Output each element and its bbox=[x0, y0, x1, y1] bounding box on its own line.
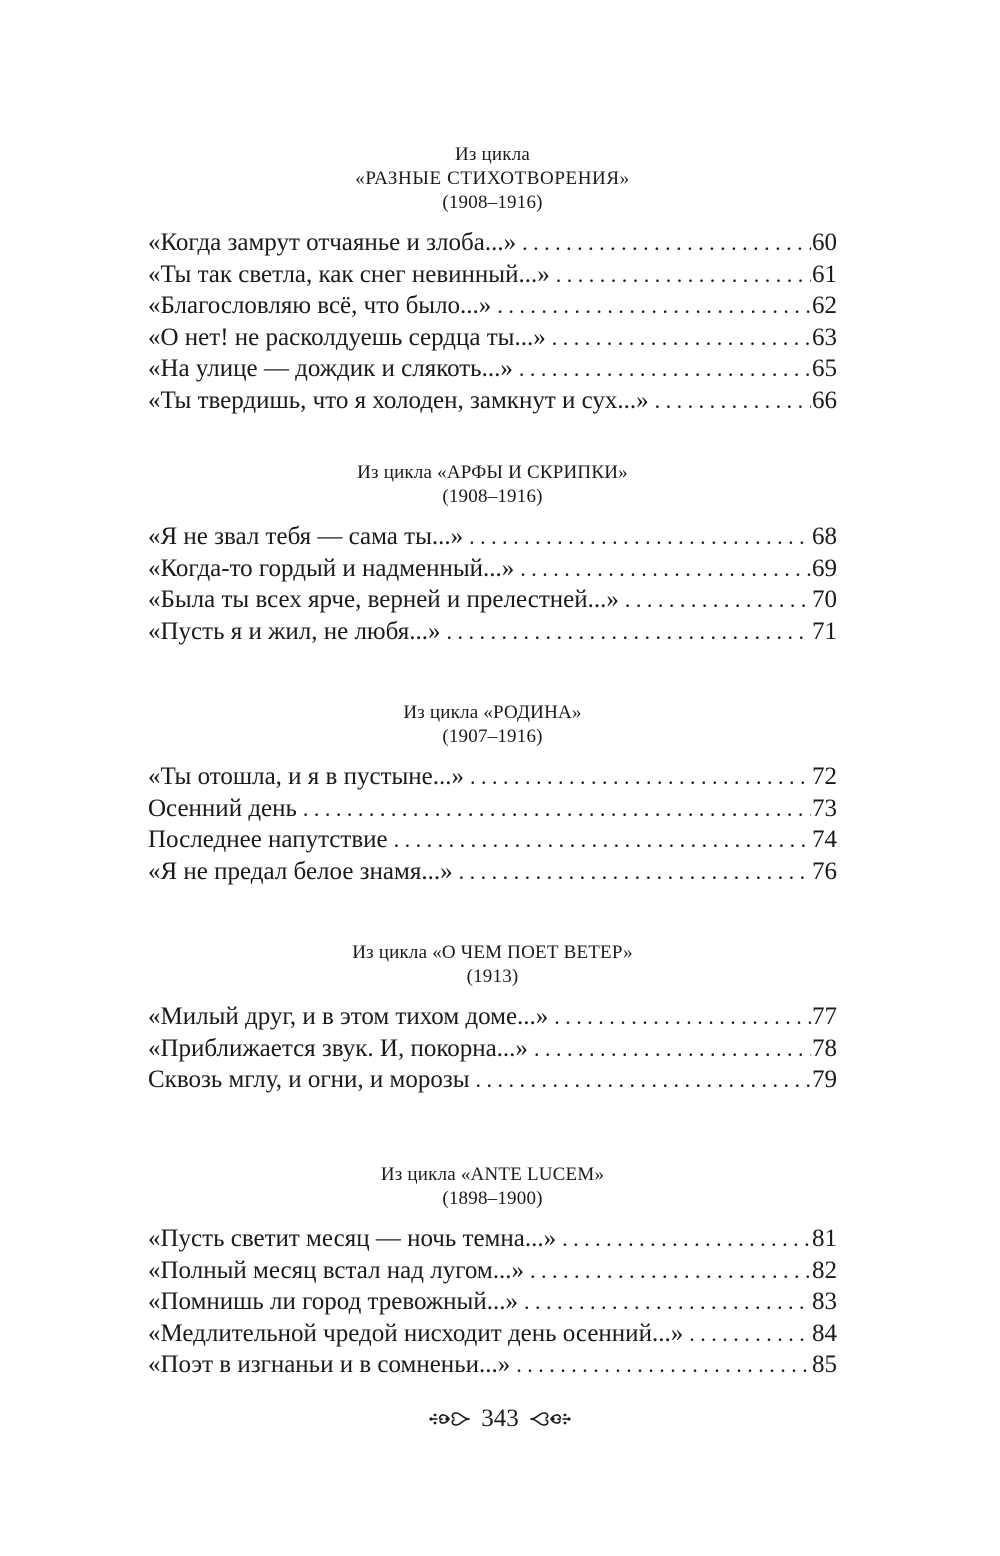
leader-dots bbox=[552, 322, 811, 354]
entry-page: 72 bbox=[812, 763, 837, 790]
entry-title: «Милый друг, и в этом тихом доме...» bbox=[148, 1003, 549, 1030]
toc-entry[interactable] bbox=[148, 521, 837, 553]
toc-entry[interactable] bbox=[148, 616, 837, 648]
section-heading bbox=[148, 143, 837, 215]
leader-dots bbox=[520, 553, 811, 585]
entry-page: 79 bbox=[812, 1066, 837, 1093]
page-footer bbox=[0, 1405, 1000, 1433]
heading-line1: Из цикла «О ЧЕМ ПОЕТ ВЕТЕР» bbox=[352, 942, 633, 963]
entry-list bbox=[148, 1001, 837, 1096]
entry-title: «Я не предал белое знамя...» bbox=[148, 857, 453, 885]
entry-title: Осенний день bbox=[148, 794, 297, 822]
entry-title: «На улице — дождик и слякоть...» bbox=[148, 355, 513, 382]
toc-entry[interactable] bbox=[148, 584, 837, 616]
entry-page: 83 bbox=[812, 1288, 837, 1315]
entry-page: 63 bbox=[812, 323, 837, 351]
leader-dots bbox=[625, 584, 811, 616]
leader-dots bbox=[394, 824, 811, 856]
entry-page: 85 bbox=[812, 1351, 837, 1378]
toc-entry[interactable] bbox=[148, 553, 837, 585]
entry-title: Последнее напутствие bbox=[148, 826, 388, 853]
entry-list bbox=[148, 761, 837, 887]
entry-title: «О нет! не расколдуешь сердца ты...» bbox=[148, 323, 546, 351]
toc-entry[interactable] bbox=[148, 824, 837, 856]
entry-title: «Когда замрут отчаянье и злоба...» bbox=[148, 229, 517, 256]
toc-entry[interactable] bbox=[148, 259, 837, 291]
heading-line1: Из цикла «ANTE LUCEM» bbox=[380, 1164, 605, 1185]
entry-list bbox=[148, 1223, 837, 1381]
entry-title: «Ты отошла, и я в пустыне...» bbox=[148, 763, 465, 790]
entry-list bbox=[148, 227, 837, 416]
toc-entry[interactable] bbox=[148, 290, 837, 322]
toc-entry[interactable] bbox=[148, 1064, 837, 1096]
section-heading bbox=[148, 941, 837, 989]
entry-page: 73 bbox=[812, 794, 837, 822]
entry-page: 68 bbox=[812, 523, 837, 550]
section-ante-lucem bbox=[148, 1163, 837, 1381]
entry-page: 78 bbox=[812, 1034, 837, 1062]
leader-dots bbox=[556, 259, 811, 291]
heading-line1: Из цикла bbox=[454, 144, 531, 165]
toc-entry[interactable] bbox=[148, 1318, 837, 1350]
entry-page: 60 bbox=[812, 229, 837, 256]
entry-title: «Пусть светит месяц — ночь темна...» bbox=[148, 1225, 557, 1252]
leader-dots bbox=[522, 227, 811, 259]
toc-entry[interactable] bbox=[148, 793, 837, 825]
leader-dots bbox=[554, 1001, 811, 1033]
entry-title: «Я не звал тебя — сама ты...» bbox=[148, 523, 464, 550]
entry-page: 70 bbox=[812, 586, 837, 613]
entry-page: 66 bbox=[812, 386, 837, 414]
leader-dots bbox=[459, 856, 811, 888]
entry-title: «Ты твердишь, что я холоден, замкнут и сух...» bbox=[148, 386, 649, 414]
section-rodina bbox=[148, 701, 837, 887]
entry-page: 81 bbox=[812, 1225, 837, 1252]
leader-dots bbox=[519, 353, 811, 385]
toc-entry[interactable] bbox=[148, 385, 837, 417]
entry-list bbox=[148, 521, 837, 647]
entry-title: «Была ты всех ярче, верней и прелестней...» bbox=[148, 586, 619, 613]
entry-title: «Пусть я и жил, не любя...» bbox=[148, 617, 441, 645]
leader-dots bbox=[470, 761, 811, 793]
entry-title: Сквозь мглу, и огни, и морозы bbox=[148, 1066, 470, 1093]
heading-years: (1908–1916) bbox=[442, 192, 543, 213]
entry-page: 62 bbox=[812, 292, 837, 319]
section-heading bbox=[148, 1163, 837, 1211]
entry-page: 77 bbox=[812, 1003, 837, 1030]
entry-title: «Благословляю всё, что было...» bbox=[148, 292, 492, 319]
entry-title: «Приближается звук. И, покорна...» bbox=[148, 1034, 528, 1062]
entry-title: «Полный месяц встал над лугом...» bbox=[148, 1256, 524, 1284]
entry-page: 65 bbox=[812, 355, 837, 382]
leader-dots bbox=[446, 616, 811, 648]
entry-title: «Помнишь ли город тревожный...» bbox=[148, 1288, 518, 1315]
toc-entry[interactable] bbox=[148, 1033, 837, 1065]
toc-entry[interactable] bbox=[148, 1286, 837, 1318]
heading-line1: Из цикла «АРФЫ И СКРИПКИ» bbox=[357, 462, 628, 483]
entry-page: 69 bbox=[812, 554, 837, 582]
leader-dots bbox=[562, 1223, 811, 1255]
section-arfy bbox=[148, 461, 837, 647]
entry-title: «Поэт в изгнаньи и в сомненьи...» bbox=[148, 1351, 511, 1378]
section-o-chem-poet-veter bbox=[148, 941, 837, 1096]
toc-entry[interactable] bbox=[148, 1001, 837, 1033]
leader-dots bbox=[516, 1349, 811, 1381]
page-number: 343 bbox=[481, 1405, 519, 1432]
toc-entry[interactable] bbox=[148, 322, 837, 354]
toc-entry[interactable] bbox=[148, 227, 837, 259]
leader-dots bbox=[655, 385, 811, 417]
entry-page: 71 bbox=[812, 617, 837, 645]
leader-dots bbox=[530, 1255, 811, 1287]
toc-entry[interactable] bbox=[148, 1223, 837, 1255]
leader-dots bbox=[469, 521, 811, 553]
heading-line2: «РАЗНЫЕ СТИХОТВОРЕНИЯ» bbox=[355, 168, 630, 189]
leader-dots bbox=[476, 1064, 811, 1096]
toc-entry[interactable] bbox=[148, 353, 837, 385]
heading-years: (1898–1900) bbox=[442, 1188, 543, 1209]
entry-title: «Ты так светла, как снег невинный...» bbox=[148, 260, 550, 288]
leader-dots bbox=[534, 1033, 811, 1065]
section-heading bbox=[148, 461, 837, 509]
ornament-left-icon bbox=[429, 1406, 471, 1432]
leader-dots bbox=[497, 290, 811, 322]
toc-entry[interactable] bbox=[148, 1349, 837, 1381]
heading-line1: Из цикла «РОДИНА» bbox=[403, 702, 582, 723]
leader-dots bbox=[524, 1286, 811, 1318]
heading-years: (1913) bbox=[466, 966, 519, 987]
toc-entry[interactable] bbox=[148, 761, 837, 793]
ornament-right-icon bbox=[529, 1406, 571, 1432]
entry-page: 74 bbox=[812, 826, 837, 853]
entry-page: 84 bbox=[812, 1319, 837, 1347]
section-heading bbox=[148, 701, 837, 749]
entry-title: «Медлительной чредой нисходит день осенний...» bbox=[148, 1319, 684, 1347]
heading-years: (1908–1916) bbox=[442, 486, 543, 507]
entry-page: 82 bbox=[812, 1256, 837, 1284]
toc-entry[interactable] bbox=[148, 1255, 837, 1287]
section-raznye bbox=[148, 143, 837, 416]
leader-dots bbox=[689, 1318, 811, 1350]
toc-entry[interactable] bbox=[148, 856, 837, 888]
entry-page: 61 bbox=[812, 260, 837, 288]
heading-years: (1907–1916) bbox=[442, 726, 543, 747]
leader-dots bbox=[303, 793, 811, 825]
entry-title: «Когда-то гордый и надменный...» bbox=[148, 554, 515, 582]
entry-page: 76 bbox=[812, 857, 837, 885]
